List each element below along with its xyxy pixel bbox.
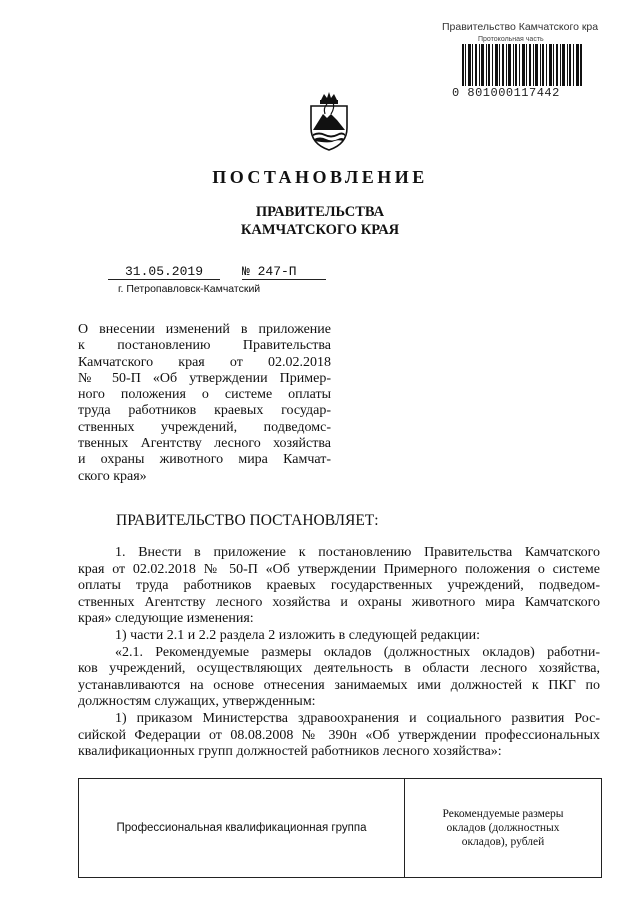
table-header-salary-line: Рекомендуемые размеры: [442, 808, 564, 820]
body-line: должностям служащих, утвержденным:: [78, 694, 316, 710]
subject-line: ственных учреждений, подведомс-: [78, 419, 331, 435]
document-subject: [78, 322, 331, 485]
document-number: № 247-П: [242, 264, 326, 280]
issuer-line-2: КАМЧАТСКОГО КРАЯ: [240, 222, 400, 238]
subject-line: и охраны животного мира Камчат-: [78, 452, 331, 468]
subject-line: ского края»: [78, 468, 147, 484]
subject-line: № 50-П «Об утверждении Пример-: [78, 370, 331, 386]
table-header-salary-line: окладов (должностных: [446, 822, 560, 834]
document-date: 31.05.2019: [108, 264, 220, 280]
table-header-salary: [405, 779, 601, 877]
body-line: сийской Федерации от 08.08.2008 № 390н «Об утверждении профессиональных: [78, 727, 600, 743]
table-header-salary-line: окладов), рублей: [461, 836, 545, 848]
registration-subtitle: Протокольная часть: [478, 36, 544, 43]
subject-line: твенных Агентству лесного хозяйства: [78, 436, 331, 452]
issuer-line-1: ПРАВИТЕЛЬСТВА: [255, 204, 385, 220]
body-line: оплаты труда работников краевых государственных учреждений, подведом-: [78, 578, 600, 594]
registration-org: Правительство Камчатского кра: [442, 21, 599, 33]
body-line: ственных Агентству лесного хозяйства и охраны животного мира Камчатского: [78, 594, 600, 610]
body-line: края от 02.02.2018 № 50-П «Об утверждении Примерного положения о системе: [78, 561, 600, 577]
body-line: квалификационных групп должностей работников лесного хозяйства»:: [78, 744, 502, 760]
body-line: устанавливаются на основе отнесения занимаемых ими должностей к ПКГ по: [78, 677, 600, 693]
table-header-group: Профессиональная квалификационная группа: [79, 779, 405, 877]
subject-line: ного положения о системе оплаты: [78, 387, 331, 403]
subject-line: О внесении изменений в приложение: [78, 322, 331, 337]
document-type: ПОСТАНОВЛЕНИЕ: [212, 167, 428, 187]
city: г. Петропавловск-Камчатский: [118, 283, 261, 295]
body-line: 1) приказом Министерства здравоохранения и социального развития Рос-: [115, 710, 600, 726]
subject-line: к постановлению Правительства: [78, 338, 331, 354]
decree-heading: ПРАВИТЕЛЬСТВО ПОСТАНОВЛЯЕТ:: [116, 512, 379, 529]
coat-of-arms-icon: [305, 90, 353, 152]
issuer: [0, 203, 640, 239]
body-line: «2.1. Рекомендуемые размеры окладов (должностных окладов) работни-: [115, 644, 600, 660]
body-line: 1. Внести в приложение к постановлению Правительства Камчатского: [115, 545, 600, 560]
pay-table: [78, 778, 602, 878]
subject-line: труда работников краевых государ-: [78, 403, 331, 419]
body-line: края» следующие изменения:: [78, 611, 254, 627]
body-text: [78, 545, 600, 761]
body-line: ков учреждений, осуществляющих деятельность в области лесного хозяйства,: [78, 661, 600, 677]
subject-line: Камчатского края от 02.02.2018: [78, 354, 331, 370]
body-line: 1) части 2.1 и 2.2 раздела 2 изложить в следующей редакции:: [115, 627, 481, 643]
barcode-number: 0 801000117442: [452, 86, 560, 100]
barcode-icon: [462, 44, 582, 86]
